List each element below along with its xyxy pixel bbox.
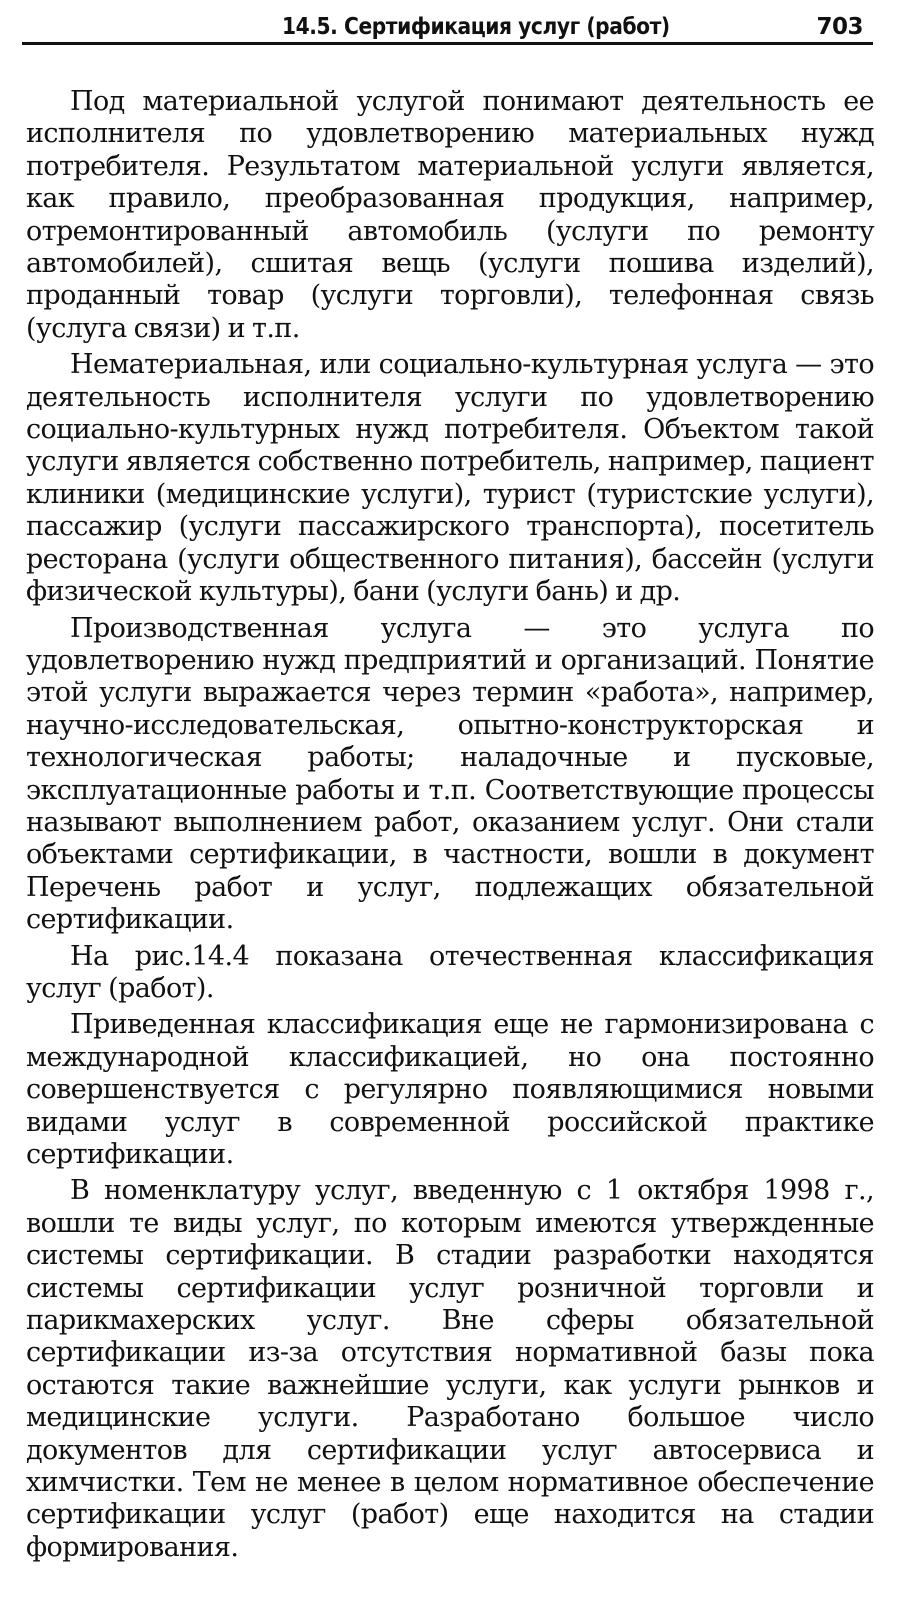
paragraph-harmonization: Приведенная классификация еще не гармонизирована с международной классификацией, но она постоянно совершенствуется с регулярно появляющимися новыми видами услуг в современной российской практике сертификации. [26, 1009, 874, 1170]
paragraph-production-service: Производственная услуга — это услуга по удовлетворению нужд предприятий и организаций. Понятие этой услуги выражается через термин «работа», например, научно-исследовательская, опытно-конструкторская и технологическая работы; наладочные и пусковые, эксплуатационные работы и т.п. Соответствующие процессы называют выполнением работ, оказанием услуг. Они стали объектами сертификации, в частности, вошли в документ Перечень работ и услуг, подлежащих обязательной сертификации. [26, 612, 874, 936]
running-header [22, 10, 873, 45]
paragraph-classification-figure: На рис.14.4 показана отечественная классификация услуг (работ). [26, 940, 874, 1004]
paragraph-nonmaterial-service: Нематериальная, или социально-культурная услуга — это деятельность исполнителя услуги по удовлетворению социально-культурных нужд потребителя. Объектом такой услуги является собственно потребитель, например, пациент клиники (медицинские услуги), турист (туристские услуги), пассажир (услуги пассажирского транспорта), посетитель ресторана (услуги общественного питания), бассейн (услуги физической культуры), бани (услуги бань) и др. [26, 349, 874, 608]
section-title: 14.5. Сертификация услуг (работ) [282, 14, 670, 40]
paragraph-material-service: Под материальной услугой понимают деятельность ее исполнителя по удовлетворению материальных нужд потребителя. Результатом материальной услуги является, как правило, преобразованная продукция, например, отремонтированный автомобиль (услуги по ремонту автомобилей), сшитая вещь (услуги пошива изделий), проданный товар (услуги торговли), телефонная связь (услуга связи) и т.п. [26, 86, 874, 344]
page-number: 703 [816, 14, 863, 40]
body-text [26, 86, 874, 1568]
paragraph-nomenclature: В номенклатуру услуг, введенную с 1 октября 1998 г., вошли те виды услуг, по которым имеются утвержденные системы сертификации. В стадии разработки находятся системы сертификации услуг розничной торговли и парикмахерских услуг. Вне сферы обязательной сертификации из-за отсутствия нормативной базы пока остаются такие важнейшие услуги, как услуги рынков и медицинские услуги. Разработано большое число документов для сертификации услуг автосервиса и химчистки. Тем не менее в целом нормативное обеспечение сертификации услуг (работ) еще находится на стадии формирования. [26, 1175, 874, 1563]
